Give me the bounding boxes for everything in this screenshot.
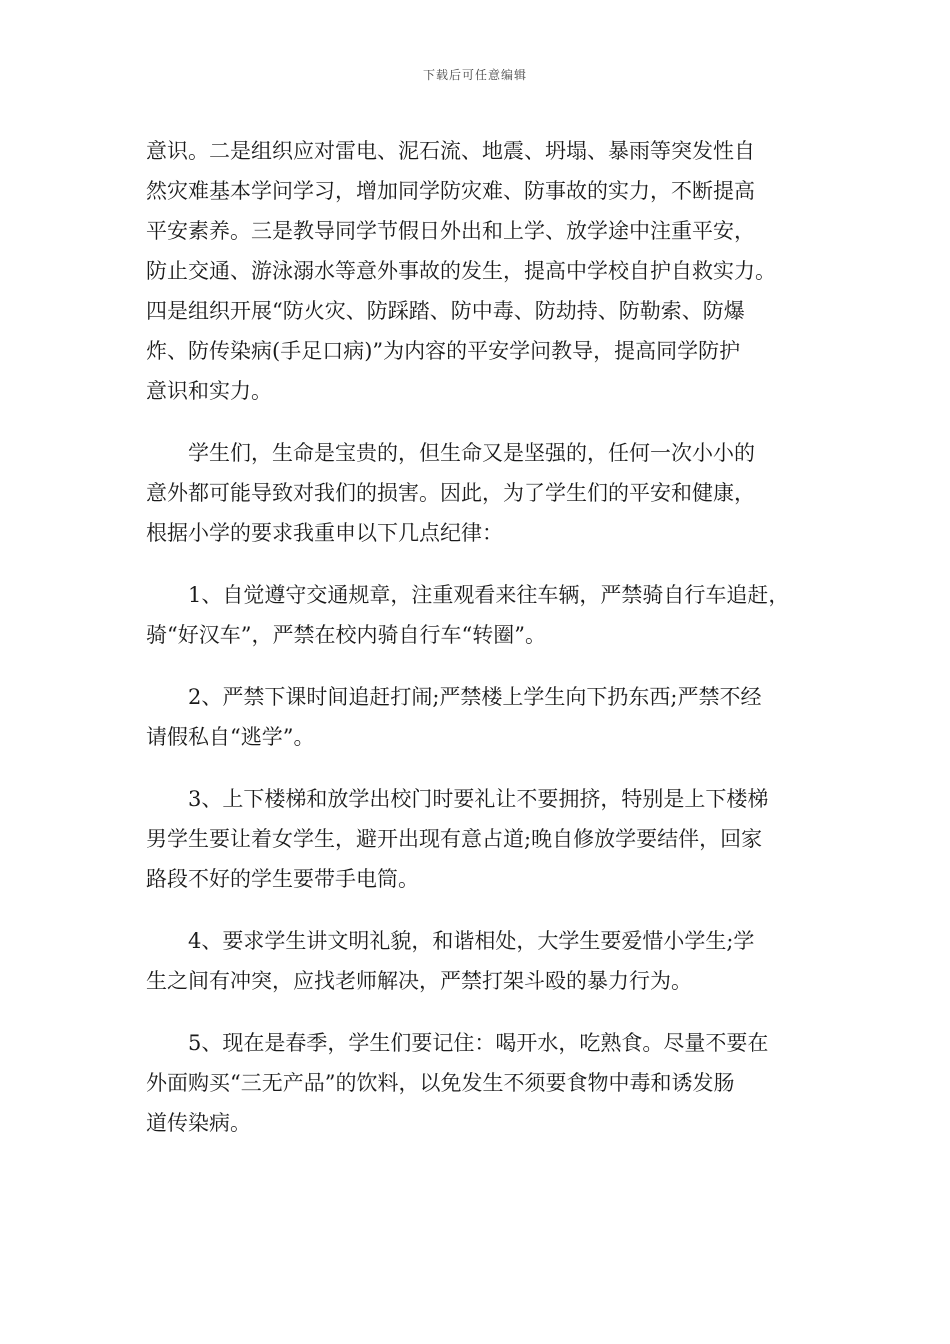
text-line: 请假私自“逃学”。 bbox=[146, 725, 315, 749]
text-line: 意识和实力。 bbox=[146, 379, 272, 403]
text-line: 意外都可能导致对我们的损害。因此，为了学生们的平安和健康， bbox=[146, 481, 755, 505]
paragraph-rule-4 bbox=[146, 921, 818, 1001]
header-note: 下载后可任意编辑 bbox=[422, 68, 527, 82]
text-line: 道传染病。 bbox=[146, 1111, 251, 1135]
paragraph-safety-education bbox=[146, 131, 818, 411]
paragraph-intro bbox=[146, 433, 818, 553]
text-line: 然灾难基本学问学习，增加同学防灾难、防事故的实力，不断提高 bbox=[146, 179, 755, 203]
text-line: 骑“好汉车”，严禁在校内骑自行车“转圈”。 bbox=[146, 623, 546, 647]
text-line: 学生们，生命是宝贵的，但生命又是坚强的，任何一次小小的 bbox=[146, 441, 755, 465]
text-line: 2、严禁下课时间追赶打闹;严禁楼上学生向下扔东西;严禁不经 bbox=[146, 685, 762, 709]
text-line: 1、自觉遵守交通规章，注重观看来往车辆，严禁骑自行车追赶， bbox=[146, 583, 790, 607]
text-line: 防止交通、游泳溺水等意外事故的发生，提高中学校自护自救实力。 bbox=[146, 259, 776, 283]
paragraph-rule-5 bbox=[146, 1023, 818, 1143]
paragraph-rule-1 bbox=[146, 575, 818, 655]
paragraph-rule-3 bbox=[146, 779, 818, 899]
text-line: 路段不好的学生要带手电筒。 bbox=[146, 867, 419, 891]
text-line: 生之间有冲突，应找老师解决，严禁打架斗殴的暴力行为。 bbox=[146, 969, 692, 993]
text-line: 4、要求学生讲文明礼貌，和谐相处，大学生要爱惜小学生;学 bbox=[146, 929, 755, 953]
text-line: 3、上下楼梯和放学出校门时要礼让不要拥挤，特别是上下楼梯 bbox=[146, 787, 769, 811]
text-line: 5、现在是春季，学生们要记住：喝开水，吃熟食。尽量不要在 bbox=[146, 1031, 769, 1055]
text-line: 根据小学的要求我重申以下几点纪律： bbox=[146, 521, 503, 545]
text-line: 四是组织开展“防火灾、防踩踏、防中毒、防劫持、防勒索、防爆 bbox=[146, 299, 745, 323]
paragraph-rule-2 bbox=[146, 677, 818, 757]
text-line: 平安素养。三是教导同学节假日外出和上学、放学途中注重平安， bbox=[146, 219, 755, 243]
document-body bbox=[146, 131, 818, 1143]
text-line: 男学生要让着女学生，避开出现有意占道;晚自修放学要结伴，回家 bbox=[146, 827, 763, 851]
text-line: 意识。二是组织应对雷电、泥石流、地震、坍塌、暴雨等突发性自 bbox=[146, 139, 755, 163]
text-line: 外面购买“三无产品”的饮料，以免发生不须要食物中毒和诱发肠 bbox=[146, 1071, 735, 1095]
text-line: 炸、防传染病(手足口病)”为内容的平安学问教导，提高同学防护 bbox=[146, 339, 741, 363]
